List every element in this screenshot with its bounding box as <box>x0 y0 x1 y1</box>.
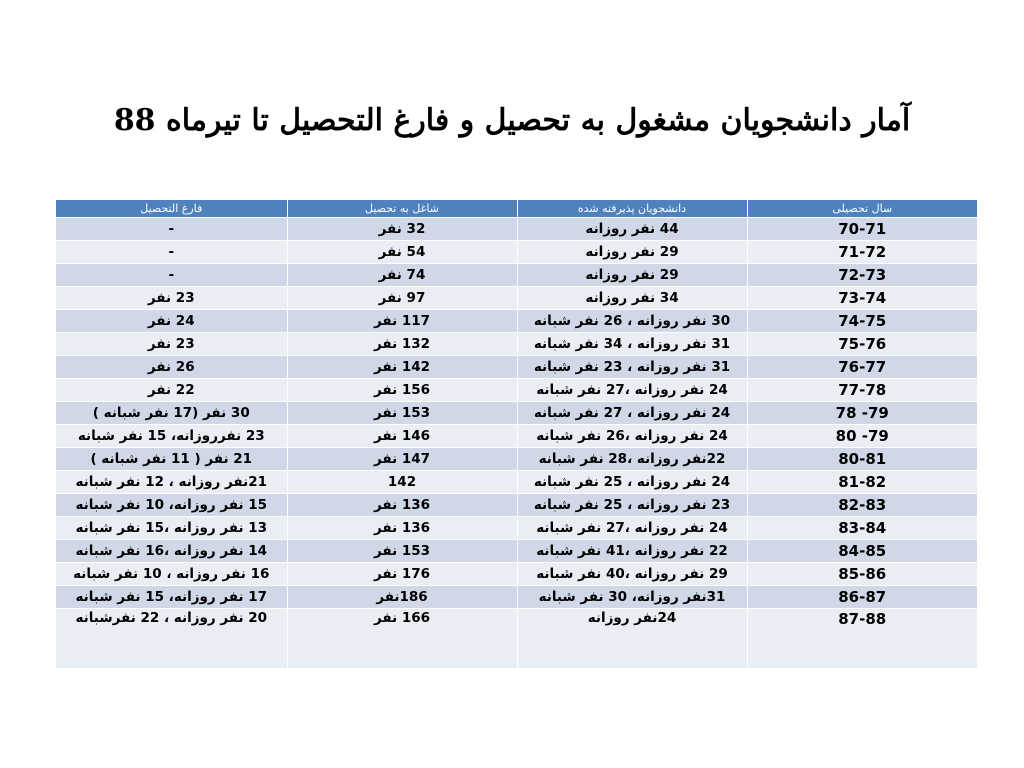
cell-enrolled: 32 نفر <box>287 218 517 241</box>
table-row <box>56 356 977 379</box>
cell-admitted-students: 22 نفر روزانه ،41 نفر شبانه <box>517 540 747 563</box>
cell-academic-year: 80-81 <box>747 448 977 471</box>
header-graduated: فارغ التحصیل <box>56 200 287 218</box>
cell-graduated: 14 نفر روزانه ،16 نفر شبانه <box>56 540 287 563</box>
cell-admitted-students: 23 نفر روزانه ، 25 نفر شبانه <box>517 494 747 517</box>
cell-admitted-students: 24 نفر روزانه ،27 نفر شبانه <box>517 379 747 402</box>
cell-academic-year: 77-78 <box>747 379 977 402</box>
table-row <box>56 609 977 669</box>
table-row <box>56 402 977 425</box>
table-row <box>56 563 977 586</box>
cell-graduated: 22 نفر <box>56 379 287 402</box>
cell-graduated: 21 نفر ( 11 نفر شبانه ) <box>56 448 287 471</box>
cell-admitted-students: 24نفر روزانه <box>517 609 747 669</box>
cell-admitted-students: 24 نفر روزانه ، 27 نفر شبانه <box>517 402 747 425</box>
cell-enrolled: 136 نفر <box>287 494 517 517</box>
slide-title: آمار دانشجویان مشغول به تحصیل و فارغ التحصیل تا تیرماه 88 <box>113 102 911 138</box>
cell-academic-year: 86-87 <box>747 586 977 609</box>
cell-graduated: 30 نفر (17 نفر شبانه ) <box>56 402 287 425</box>
cell-academic-year: 87-88 <box>747 609 977 669</box>
cell-enrolled: 156 نفر <box>287 379 517 402</box>
cell-graduated: 26 نفر <box>56 356 287 379</box>
table-row <box>56 264 977 287</box>
cell-academic-year: 76-77 <box>747 356 977 379</box>
cell-enrolled: 153 نفر <box>287 402 517 425</box>
header-enrolled: شاغل به تحصیل <box>287 200 517 218</box>
cell-admitted-students: 29 نفر روزانه <box>517 264 747 287</box>
cell-enrolled: 146 نفر <box>287 425 517 448</box>
table-body <box>56 218 977 669</box>
cell-graduated: 23 نفرروزانه، 15 نفر شبانه <box>56 425 287 448</box>
cell-admitted-students: 31 نفر روزانه ، 23 نفر شبانه <box>517 356 747 379</box>
cell-admitted-students: 22نفر روزانه ،28 نفر شبانه <box>517 448 747 471</box>
cell-graduated: 16 نفر روزانه ، 10 نفر شبانه <box>56 563 287 586</box>
table-row <box>56 425 977 448</box>
table-row <box>56 448 977 471</box>
cell-graduated: - <box>56 241 287 264</box>
cell-academic-year: 85-86 <box>747 563 977 586</box>
table-row <box>56 218 977 241</box>
table-row <box>56 379 977 402</box>
header-admitted-students: دانشجویان پذیرفته شده <box>517 200 747 218</box>
cell-admitted-students: 24 نفر روزانه ،26 نفر شبانه <box>517 425 747 448</box>
cell-admitted-students: 24 نفر روزانه ،27 نفر شبانه <box>517 517 747 540</box>
cell-enrolled: 186نفر <box>287 586 517 609</box>
cell-academic-year: 71-72 <box>747 241 977 264</box>
cell-academic-year: 74-75 <box>747 310 977 333</box>
table-row <box>56 333 977 356</box>
cell-admitted-students: 44 نفر روزانه <box>517 218 747 241</box>
cell-graduated: 20 نفر روزانه ، 22 نفرشبانه <box>56 609 287 669</box>
cell-enrolled: 142 نفر <box>287 356 517 379</box>
cell-enrolled: 132 نفر <box>287 333 517 356</box>
table-row <box>56 586 977 609</box>
cell-graduated: 13 نفر روزانه ،15 نفر شبانه <box>56 517 287 540</box>
table-row <box>56 517 977 540</box>
cell-enrolled: 166 نفر <box>287 609 517 669</box>
cell-graduated: 15 نفر روزانه، 10 نفر شبانه <box>56 494 287 517</box>
cell-graduated: 23 نفر <box>56 287 287 310</box>
cell-enrolled: 147 نفر <box>287 448 517 471</box>
cell-admitted-students: 29 نفر روزانه ،40 نفر شبانه <box>517 563 747 586</box>
cell-admitted-students: 24 نفر روزانه ، 25 نفر شبانه <box>517 471 747 494</box>
cell-academic-year: 75-76 <box>747 333 977 356</box>
cell-admitted-students: 34 نفر روزانه <box>517 287 747 310</box>
cell-enrolled: 153 نفر <box>287 540 517 563</box>
table-row <box>56 540 977 563</box>
cell-academic-year: 73-74 <box>747 287 977 310</box>
cell-enrolled: 74 نفر <box>287 264 517 287</box>
table-row <box>56 287 977 310</box>
cell-graduated: 24 نفر <box>56 310 287 333</box>
cell-graduated: 17 نفر روزانه، 15 نفر شبانه <box>56 586 287 609</box>
table-row <box>56 241 977 264</box>
table-row <box>56 494 977 517</box>
cell-enrolled: 176 نفر <box>287 563 517 586</box>
cell-academic-year: 84-85 <box>747 540 977 563</box>
cell-enrolled: 97 نفر <box>287 287 517 310</box>
cell-enrolled: 136 نفر <box>287 517 517 540</box>
table-header-row <box>56 200 977 218</box>
cell-academic-year: 78 -79 <box>747 402 977 425</box>
statistics-table <box>56 200 977 668</box>
cell-academic-year: 83-84 <box>747 517 977 540</box>
cell-graduated: - <box>56 264 287 287</box>
cell-academic-year: 82-83 <box>747 494 977 517</box>
cell-academic-year: 81-82 <box>747 471 977 494</box>
cell-academic-year: 70-71 <box>747 218 977 241</box>
cell-graduated: - <box>56 218 287 241</box>
cell-academic-year: 80 -79 <box>747 425 977 448</box>
table-row <box>56 471 977 494</box>
cell-admitted-students: 30 نفر روزانه ، 26 نفر شبانه <box>517 310 747 333</box>
cell-academic-year: 72-73 <box>747 264 977 287</box>
cell-admitted-students: 31نفر روزانه، 30 نفر شبانه <box>517 586 747 609</box>
cell-graduated: 23 نفر <box>56 333 287 356</box>
header-academic-year: سال تحصیلی <box>747 200 977 218</box>
cell-enrolled: 54 نفر <box>287 241 517 264</box>
cell-admitted-students: 31 نفر روزانه ، 34 نفر شبانه <box>517 333 747 356</box>
cell-enrolled: 117 نفر <box>287 310 517 333</box>
table-row <box>56 310 977 333</box>
cell-enrolled: 142 <box>287 471 517 494</box>
cell-graduated: 21نفر روزانه ، 12 نفر شبانه <box>56 471 287 494</box>
cell-admitted-students: 29 نفر روزانه <box>517 241 747 264</box>
